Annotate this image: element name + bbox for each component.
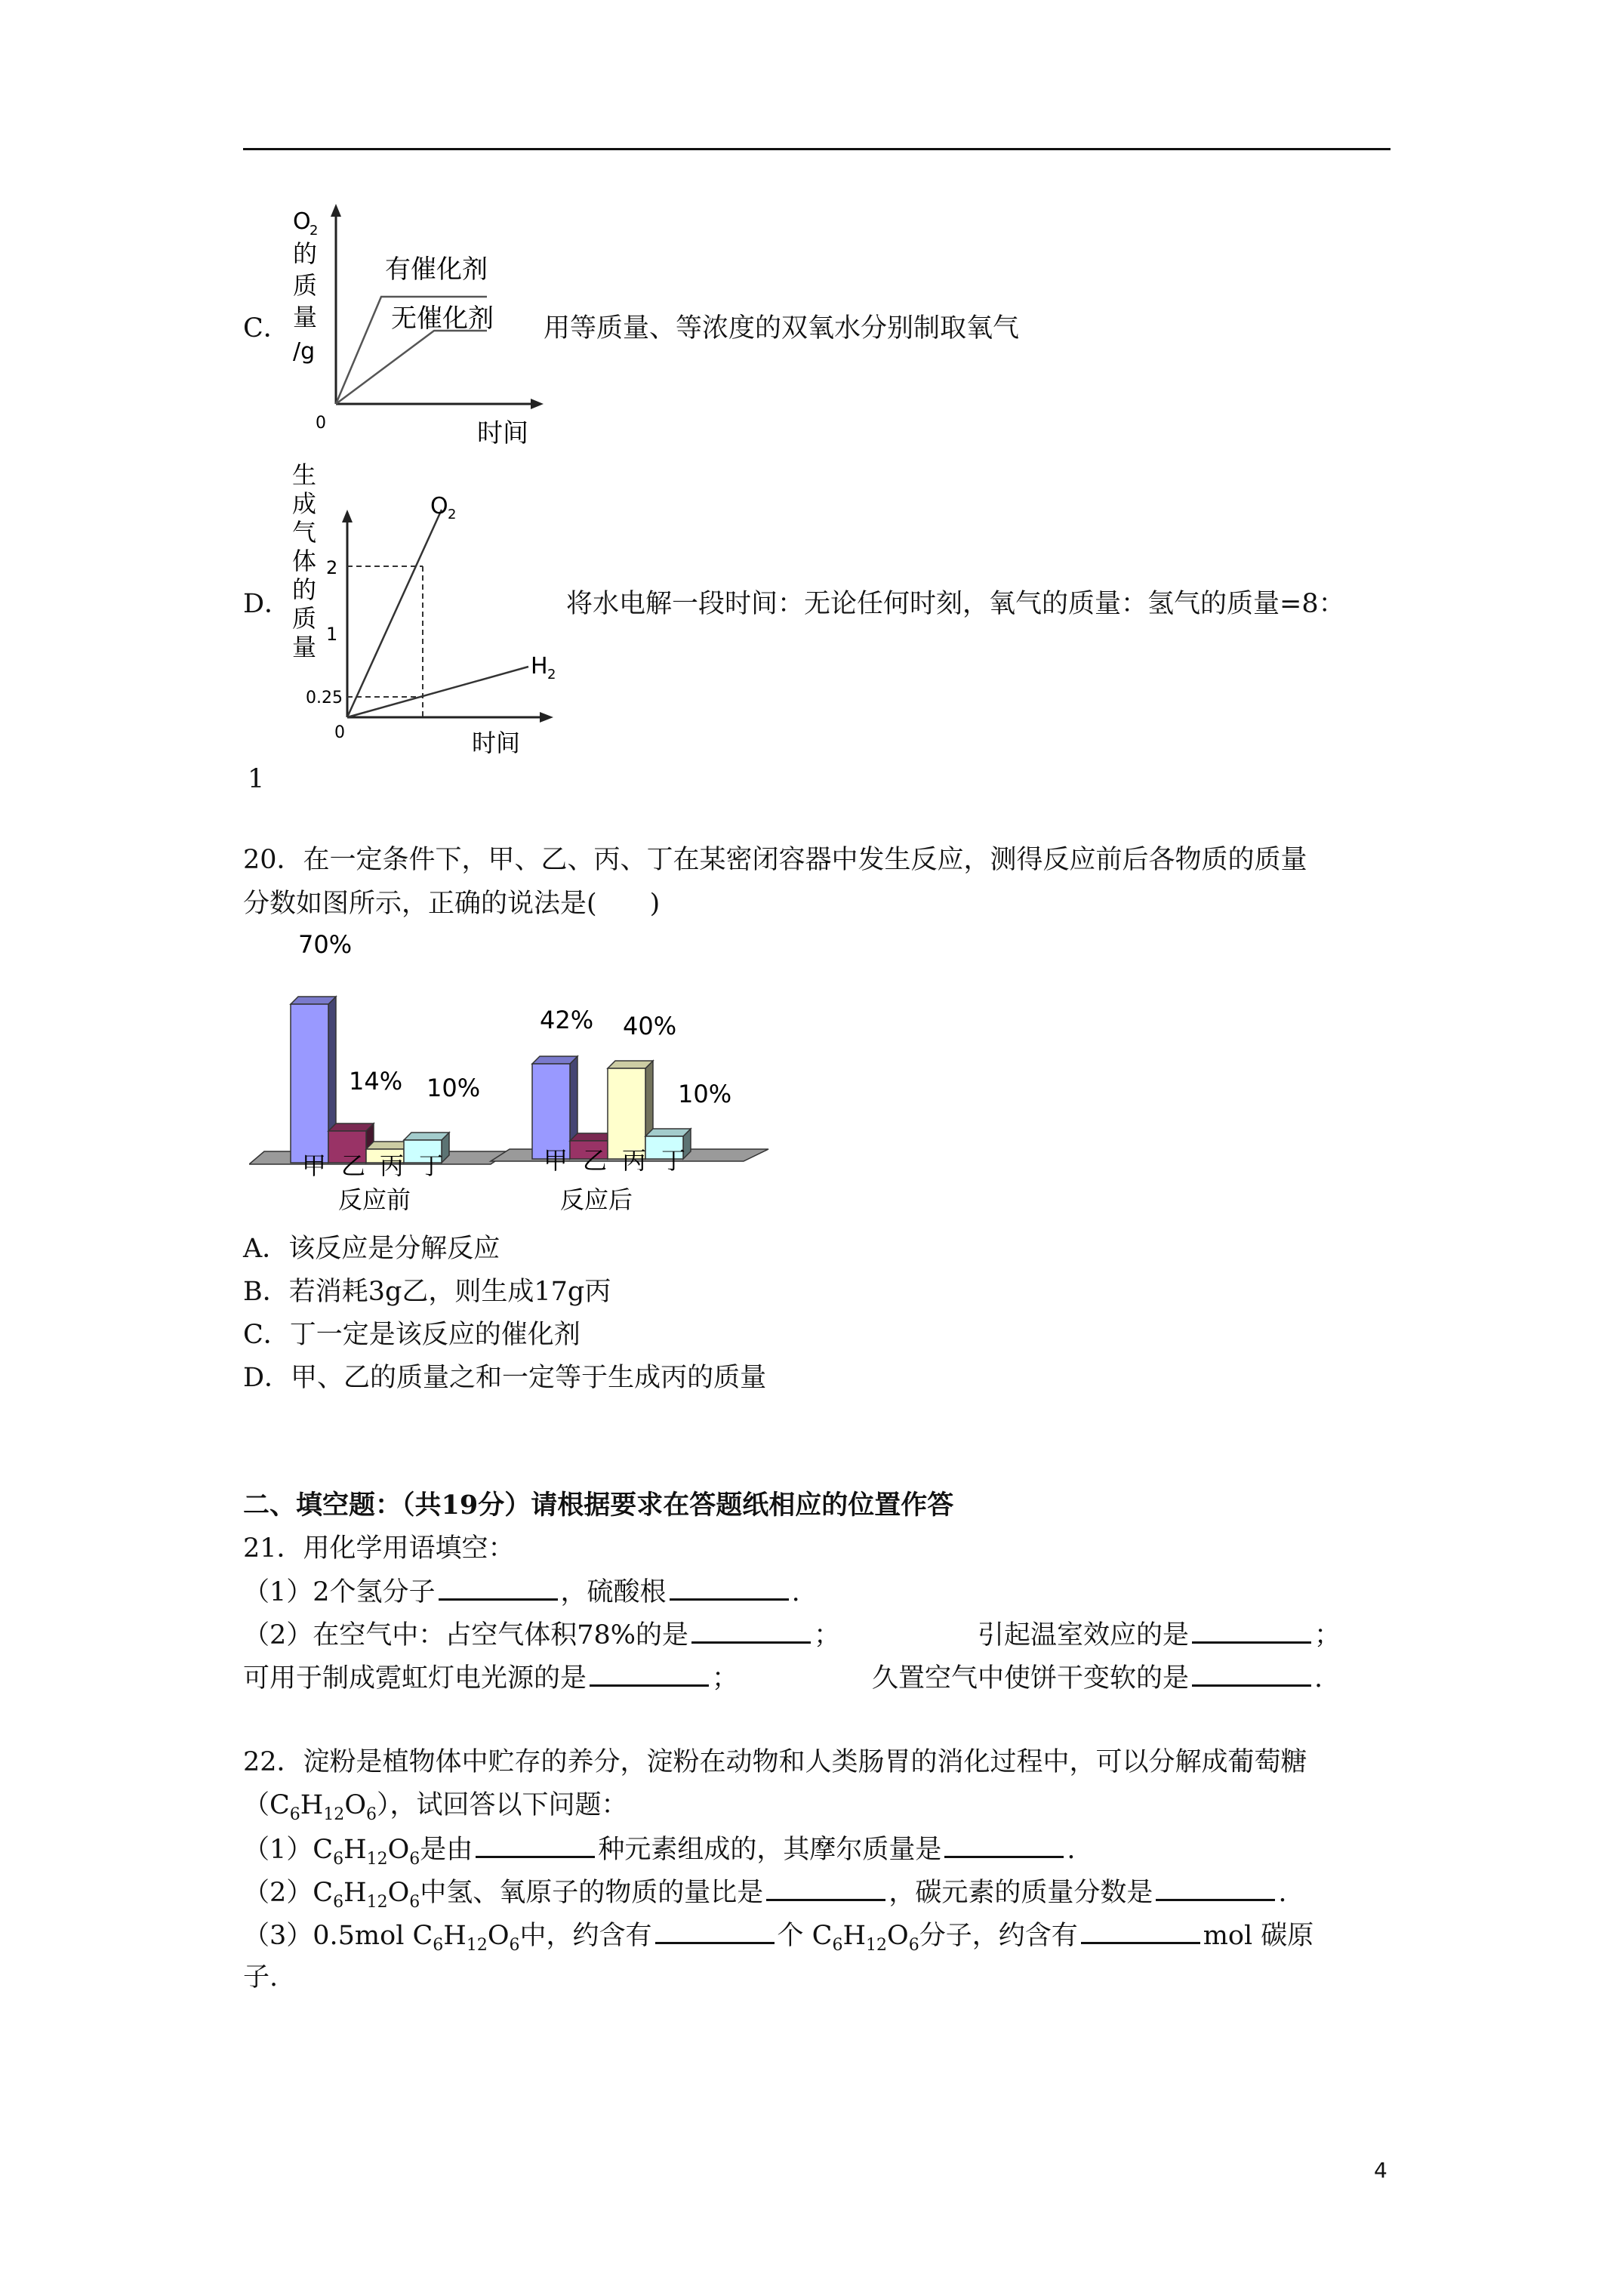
- before-cat-bing: 丙: [380, 1151, 405, 1180]
- q21-part-2: （2）在空气中：占空气体积78%的是 ；: [243, 1617, 840, 1652]
- d-y-5: 的: [292, 575, 317, 604]
- c-y-2: 2: [310, 223, 319, 239]
- q22-part-2: $(2)C_6H_{12}O_6$中氢、氧原子的物质的量比是 ，碳元素的质量分数是 .: [243, 1875, 1286, 1919]
- before-cat-yi: 乙: [341, 1151, 366, 1180]
- after-bar-甲: [532, 1064, 570, 1159]
- electrolysis-graph: [283, 457, 570, 755]
- page-number: 4: [1374, 2158, 1387, 2183]
- before-cat-jia: 甲: [302, 1151, 327, 1180]
- after-bar-丙: [608, 1068, 645, 1159]
- after-label-40: 40%: [623, 1012, 677, 1040]
- c-origin: 0: [316, 414, 326, 433]
- c-y-unit: /g: [293, 338, 316, 365]
- q20-stem-1: 20．在一定条件下，甲、乙、丙、丁在某密闭容器中发生反应，测得反应前后各物质的质量: [243, 845, 1307, 875]
- q22-part-3: （3）0.5mol $C_6H_{12}O_6$中，约含有 个 $C_6H_{12}O_6$分子，约含有 mol 碳原: [243, 1918, 1313, 1962]
- q20-option-a: A．该反应是分解反应: [243, 1234, 500, 1264]
- q20-stem-2: 分数如图所示，正确的说法是( ): [243, 889, 661, 919]
- after-bar-甲-top: [532, 1056, 577, 1064]
- c-line1-label: 有催化剂: [385, 254, 488, 285]
- after-bar-丙-top: [608, 1061, 653, 1068]
- d-x-label: 时间: [472, 729, 521, 755]
- q21-part-1: （1）2个氢分子 ，硫酸根 .: [243, 1574, 800, 1609]
- q22-stem-2: $(C_6H_{12}O_6)$，试回答以下问题：: [243, 1790, 628, 1824]
- before-label-14: 14%: [349, 1067, 403, 1096]
- q19-d-text: 将水电解一段时间：无论任何时刻，氧气的质量：氢气的质量=8：: [566, 589, 1345, 619]
- q19-d-text-cont: 1: [248, 764, 265, 794]
- d-tick-0: 0: [334, 723, 345, 742]
- d-tick-2: 2: [326, 557, 338, 578]
- c-y-liang: 量: [293, 303, 318, 331]
- c-line2-label: 无催化剂: [391, 304, 494, 334]
- q22-stem-1: 22．淀粉是植物体中贮存的养分，淀粉在动物和人类肠胃的消化过程中，可以分解成葡萄糖: [243, 1747, 1307, 1777]
- after-bar-丁-top: [645, 1129, 691, 1136]
- catalyst-graph: [279, 200, 551, 457]
- d-h2-sub: 2: [547, 667, 556, 683]
- q20-option-b: B．若消耗3g乙，则生成17g丙: [243, 1277, 611, 1307]
- q20-option-d: D．甲、乙的质量之和一定等于生成丙的质量: [243, 1363, 767, 1393]
- after-label-10: 10%: [678, 1080, 732, 1108]
- d-tick-025: 0.25: [306, 689, 343, 707]
- d-y-3: 气: [292, 518, 317, 547]
- before-cat-ding: 丁: [419, 1151, 444, 1180]
- after-group-label: 反应后: [560, 1185, 633, 1214]
- d-y-2: 成: [292, 489, 317, 518]
- header-rule: [243, 148, 1390, 150]
- q21-part-3: 可用于制成霓虹灯电光源的是 ；: [243, 1660, 738, 1695]
- mass-fraction-bar-chart: [249, 929, 770, 1227]
- q22-part-1: $(1)C_6H_{12}O_6$是由 种元素组成的，其摩尔质量是 .: [243, 1832, 1075, 1876]
- q21-part-3-right: 久置空气中使饼干变软的是 .: [872, 1660, 1323, 1695]
- before-label-70: 70%: [298, 930, 353, 959]
- before-group-label: 反应前: [338, 1185, 411, 1214]
- c-x-label: 时间: [477, 418, 528, 448]
- section-2-title: 二、填空题：（共19分）请根据要求在答题纸相应的位置作答: [243, 1490, 954, 1521]
- before-bar-乙-top: [328, 1123, 374, 1131]
- d-tick-1: 1: [326, 624, 338, 645]
- before-bar-丁-top: [404, 1133, 449, 1140]
- after-cat-yi: 乙: [583, 1146, 608, 1175]
- d-y-4: 体: [292, 547, 317, 575]
- after-cat-bing: 丙: [622, 1146, 647, 1175]
- q19-c-text: 用等质量、等浓度的双氧水分别制取氧气: [544, 313, 1020, 344]
- before-label-10: 10%: [427, 1074, 481, 1102]
- after-label-42: 42%: [540, 1006, 594, 1034]
- q21-part-2-right: 引起温室效应的是 ；: [978, 1617, 1341, 1652]
- c-y-zhi: 质: [293, 271, 318, 300]
- before-bar-甲-top: [291, 997, 336, 1004]
- d-y-7: 量: [292, 633, 317, 661]
- d-y-1: 生: [292, 461, 317, 489]
- d-o2-sub: 2: [448, 507, 457, 522]
- after-cat-ding: 丁: [661, 1146, 686, 1175]
- d-y-6: 质: [292, 604, 317, 633]
- d-o2-label: O: [430, 493, 448, 519]
- c-y-o: O: [293, 208, 311, 235]
- after-cat-jia: 甲: [544, 1146, 568, 1175]
- q20-option-c: C．丁一定是该反应的催化剂: [243, 1320, 581, 1350]
- c-y-de: 的: [293, 239, 318, 268]
- q19-d-label: D．: [243, 589, 291, 619]
- q22-part-3-cont: 子.: [243, 1962, 279, 1992]
- q19-c-label: C．: [243, 313, 290, 344]
- before-bar-甲: [291, 1004, 328, 1163]
- d-h2-label: H: [531, 653, 548, 680]
- q21-stem: 21．用化学用语填空：: [243, 1533, 515, 1564]
